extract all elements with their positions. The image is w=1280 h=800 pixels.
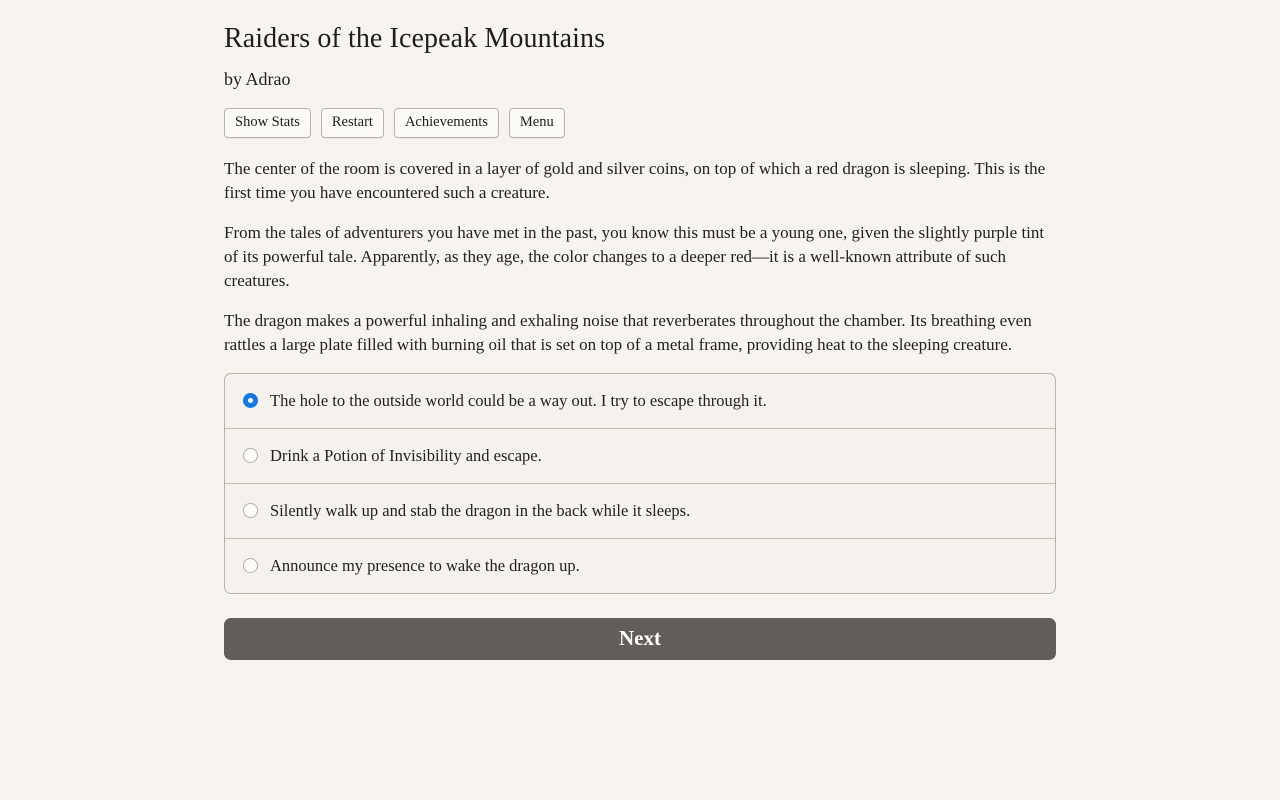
- story-text: [224, 157, 1056, 357]
- choice-option[interactable]: [225, 539, 1055, 593]
- radio-icon[interactable]: [243, 558, 258, 573]
- radio-icon[interactable]: [243, 448, 258, 463]
- radio-icon[interactable]: [243, 393, 258, 408]
- author-byline: by Adrao: [224, 69, 291, 89]
- story-paragraph: The dragon makes a powerful inhaling and exhaling noise that reverberates throughout the chamber. Its breathing even rattles a large plate filled with burning oil that is set on top of a metal frame, providing heat to the sleeping creature.: [224, 310, 1032, 354]
- story-paragraph: From the tales of adventurers you have met in the past, you know this must be a young one, given the slightly purple tint of its powerful tale. Apparently, as they age, the color changes to a deeper red—it is a well-known attribute of such creatures.: [224, 222, 1045, 290]
- game-container: [224, 0, 1056, 800]
- choice-option[interactable]: [225, 484, 1055, 539]
- choice-label: Silently walk up and stab the dragon in the back while it sleeps.: [270, 500, 691, 520]
- choice-label: Drink a Potion of Invisibility and escape.: [270, 445, 542, 465]
- next-button[interactable]: Next: [224, 618, 1056, 660]
- story-paragraph: The center of the room is covered in a layer of gold and silver coins, on top of which a red dragon is sleeping. This is the first time you have encountered such a creature.: [224, 158, 1046, 202]
- choice-list: [224, 373, 1056, 594]
- choice-label: Announce my presence to wake the dragon up.: [270, 555, 580, 575]
- choice-label: The hole to the outside world could be a way out. I try to escape through it.: [270, 390, 767, 410]
- page-title: Raiders of the Icepeak Mountains: [224, 23, 606, 54]
- show-stats-button[interactable]: Show Stats: [224, 108, 311, 138]
- radio-icon[interactable]: [243, 503, 258, 518]
- restart-button[interactable]: Restart: [321, 108, 384, 138]
- choice-option[interactable]: [225, 429, 1055, 484]
- nav-button-row: [224, 108, 1056, 138]
- menu-button[interactable]: Menu: [509, 108, 565, 138]
- achievements-button[interactable]: Achievements: [394, 108, 499, 138]
- choice-option[interactable]: [225, 374, 1055, 429]
